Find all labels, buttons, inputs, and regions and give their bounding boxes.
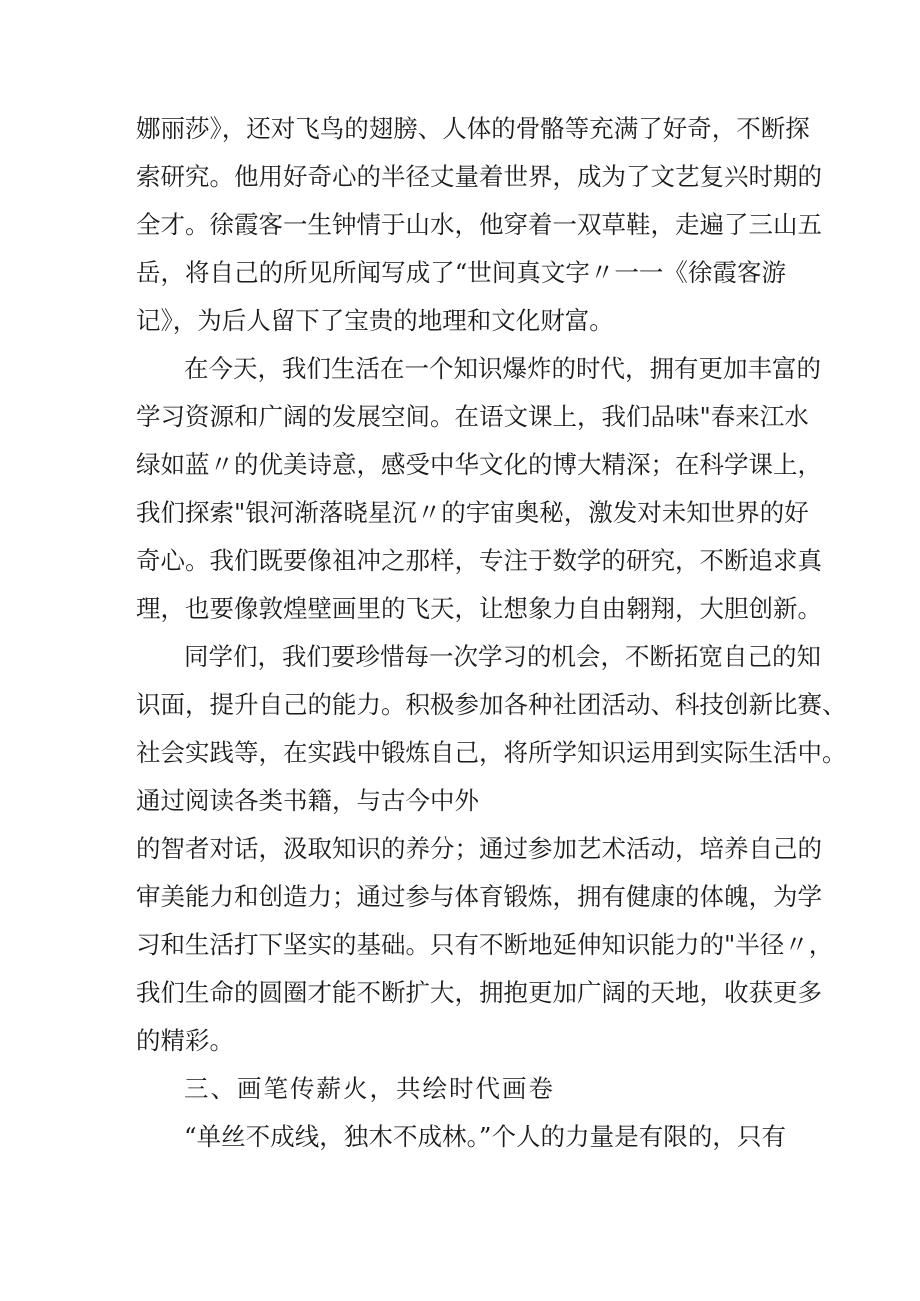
text-line: 索研究。他用好奇心的半径丈量着世界，成为了文艺复兴时期的 <box>136 162 822 191</box>
paragraph-first-line: “单丝不成线，独木不成林。”个人的力量是有限的，只有 <box>184 1122 786 1151</box>
text-line: 记》，为后人留下了宝贵的地理和文化财富。 <box>136 306 614 335</box>
text-line: 绿如蓝〃的优美诗意，感受中华文化的博大精深；在科学课上， <box>136 450 822 479</box>
paragraph-first-line: 同学们，我们要珍惜每一次学习的机会，不断拓宽自己的知 <box>184 642 821 671</box>
section-heading: 三、画笔传薪火，共绘时代画卷 <box>184 1074 555 1103</box>
text-line: 通过阅读各类书籍，与古今中外 <box>136 786 479 815</box>
text-line: 的精彩。 <box>136 1026 234 1055</box>
text-line: 娜丽莎》，还对飞鸟的翅膀、人体的骨骼等充满了好奇，不断探 <box>136 114 810 143</box>
text-line: 审美能力和创造力；通过参与体育锻炼，拥有健康的体魄，为学 <box>136 882 822 911</box>
text-line: 学习资源和广阔的发展空间。在语文课上，我们品味"春来江水 <box>136 402 809 431</box>
text-line: 的智者对话，汲取知识的养分；通过参加艺术活动，培养自己的 <box>136 834 822 863</box>
text-line: 理，也要像敦煌壁画里的飞天，让想象力自由翱翔，大胆创新。 <box>136 594 822 623</box>
paragraph-first-line: 在今天，我们生活在一个知识爆炸的时代，拥有更加丰富的 <box>184 354 821 383</box>
text-line: 我们生命的圆圈才能不断扩大，拥抱更加广阔的天地，收获更多 <box>136 978 822 1007</box>
text-line: 我们探索"银河渐落晓星沉〃的宇宙奥秘，激发对未知世界的好 <box>136 498 809 527</box>
text-line: 奇心。我们既要像祖冲之那样，专注于数学的研究，不断追求真 <box>136 546 822 575</box>
text-line: 社会实践等，在实践中锻炼自己，将所学知识运用到实际生活中。 <box>136 738 847 767</box>
text-line: 识面，提升自己的能力。积极参加各种社团活动、科技创新比赛、 <box>136 690 847 719</box>
text-line: 习和生活打下坚实的基础。只有不断地延伸知识能力的"半径〃， <box>136 930 834 959</box>
text-line: 全才。徐霞客一生钟情于山水，他穿着一双草鞋，走遍了三山五 <box>136 210 822 239</box>
text-line: 岳，将自己的所见所闻写成了“世间真文字〃一一《徐霞客游 <box>136 258 786 287</box>
